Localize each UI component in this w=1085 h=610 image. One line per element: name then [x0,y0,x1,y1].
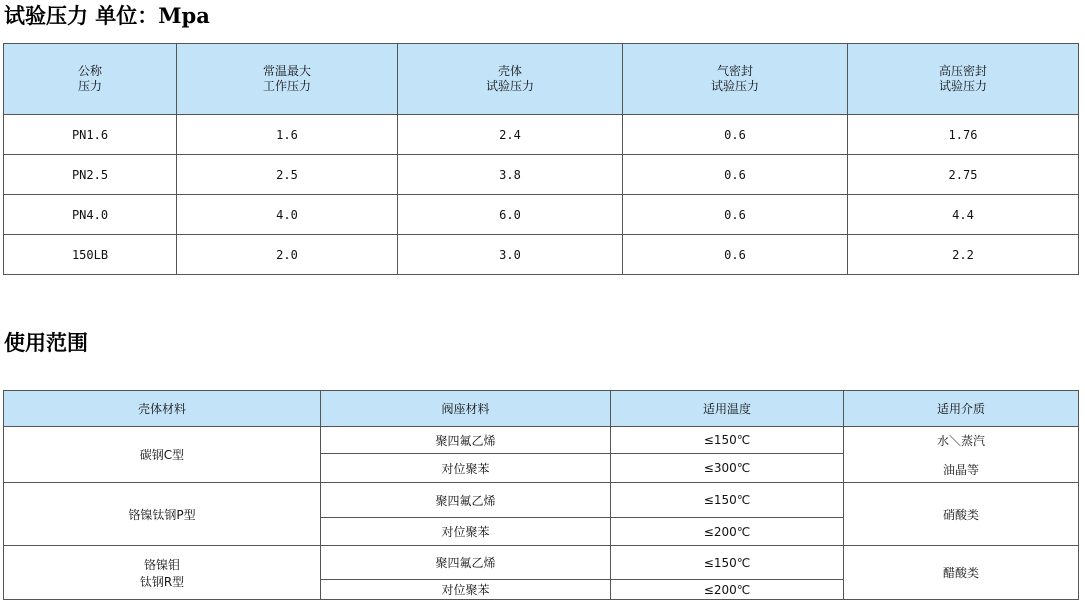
table-row [4,195,1079,235]
header-line: 试验压力 [485,79,534,93]
media-cell [844,427,1079,483]
table-cell: 2.75 [848,155,1079,195]
body-material-line: 铬镍钼 [143,557,180,572]
media-line: 油晶等 [942,462,979,477]
body-material-cell [4,427,321,483]
seat-material-cell: 聚四氟乙烯 [321,427,611,454]
media-cell [844,546,1079,600]
header-air-seal-test-pressure [623,44,848,115]
temperature-cell: ≤150℃ [611,427,844,454]
seat-material-cell: 对位聚苯 [321,454,611,483]
table-cell: PN2.5 [4,155,177,195]
table-cell: 6.0 [398,195,623,235]
header-line: 气密封 [716,64,753,78]
seat-material-cell: 聚四氟乙烯 [321,546,611,580]
header-shell-test-pressure [398,44,623,115]
table-cell: 2.5 [177,155,398,195]
table-cell: 1.6 [177,115,398,155]
table-cell: 2.4 [398,115,623,155]
header-body-material: 壳体材料 [4,391,321,427]
pressure-section-title: 试验压力 单位：Mpa [4,3,210,28]
table-cell: 0.6 [623,195,848,235]
usage-header-row [4,391,1079,427]
table-cell: 0.6 [623,155,848,195]
usage-section-title: 使用范围 [4,330,88,355]
table-row [4,546,1079,580]
header-seat-material: 阀座材料 [321,391,611,427]
body-material-line: 碳钢C型 [139,448,185,462]
temperature-cell: ≤200℃ [611,518,844,546]
table-row [4,427,1079,454]
media-cell [844,483,1079,546]
table-cell: 0.6 [623,115,848,155]
pressure-header-row [4,44,1079,115]
table-cell: 0.6 [623,235,848,275]
header-max-working-pressure [177,44,398,115]
header-media: 适用介质 [844,391,1079,427]
table-cell: 2.2 [848,235,1079,275]
header-line: 试验压力 [710,79,759,93]
seat-material-cell: 对位聚苯 [321,518,611,546]
temperature-cell: ≤150℃ [611,483,844,518]
header-line: 公称 [77,64,102,78]
table-cell: PN1.6 [4,115,177,155]
table-row [4,235,1079,275]
table-cell: 4.0 [177,195,398,235]
header-high-pressure-seal-test [848,44,1079,115]
seat-material-cell: 聚四氟乙烯 [321,483,611,518]
body-material-cell [4,546,321,600]
table-row [4,483,1079,518]
media-line: 水＼蒸汽 [936,433,985,448]
body-material-line: 铬镍钛钢P型 [128,507,196,522]
temperature-cell: ≤150℃ [611,546,844,580]
table-cell: PN4.0 [4,195,177,235]
pressure-table [3,43,1079,275]
temperature-cell: ≤200℃ [611,580,844,600]
header-line: 高压密封 [938,64,987,78]
header-line: 工作压力 [262,79,311,93]
table-row [4,115,1079,155]
header-line: 常温最大 [262,64,311,78]
seat-material-cell: 对位聚苯 [321,580,611,600]
header-line: 试验压力 [938,79,987,93]
table-cell: 2.0 [177,235,398,275]
table-cell: 3.0 [398,235,623,275]
header-line: 壳体 [497,64,522,78]
header-line: 压力 [77,79,102,93]
table-cell: 150LB [4,235,177,275]
table-cell: 3.8 [398,155,623,195]
media-line: 硝酸类 [942,507,979,522]
table-row [4,155,1079,195]
temperature-cell: ≤300℃ [611,454,844,483]
body-material-line: 钛钢R型 [139,574,185,589]
table-cell: 1.76 [848,115,1079,155]
header-nominal-pressure [4,44,177,115]
table-cell: 4.4 [848,195,1079,235]
media-line: 醋酸类 [942,566,979,580]
body-material-cell [4,483,321,546]
header-temperature: 适用温度 [611,391,844,427]
usage-table [3,390,1079,600]
